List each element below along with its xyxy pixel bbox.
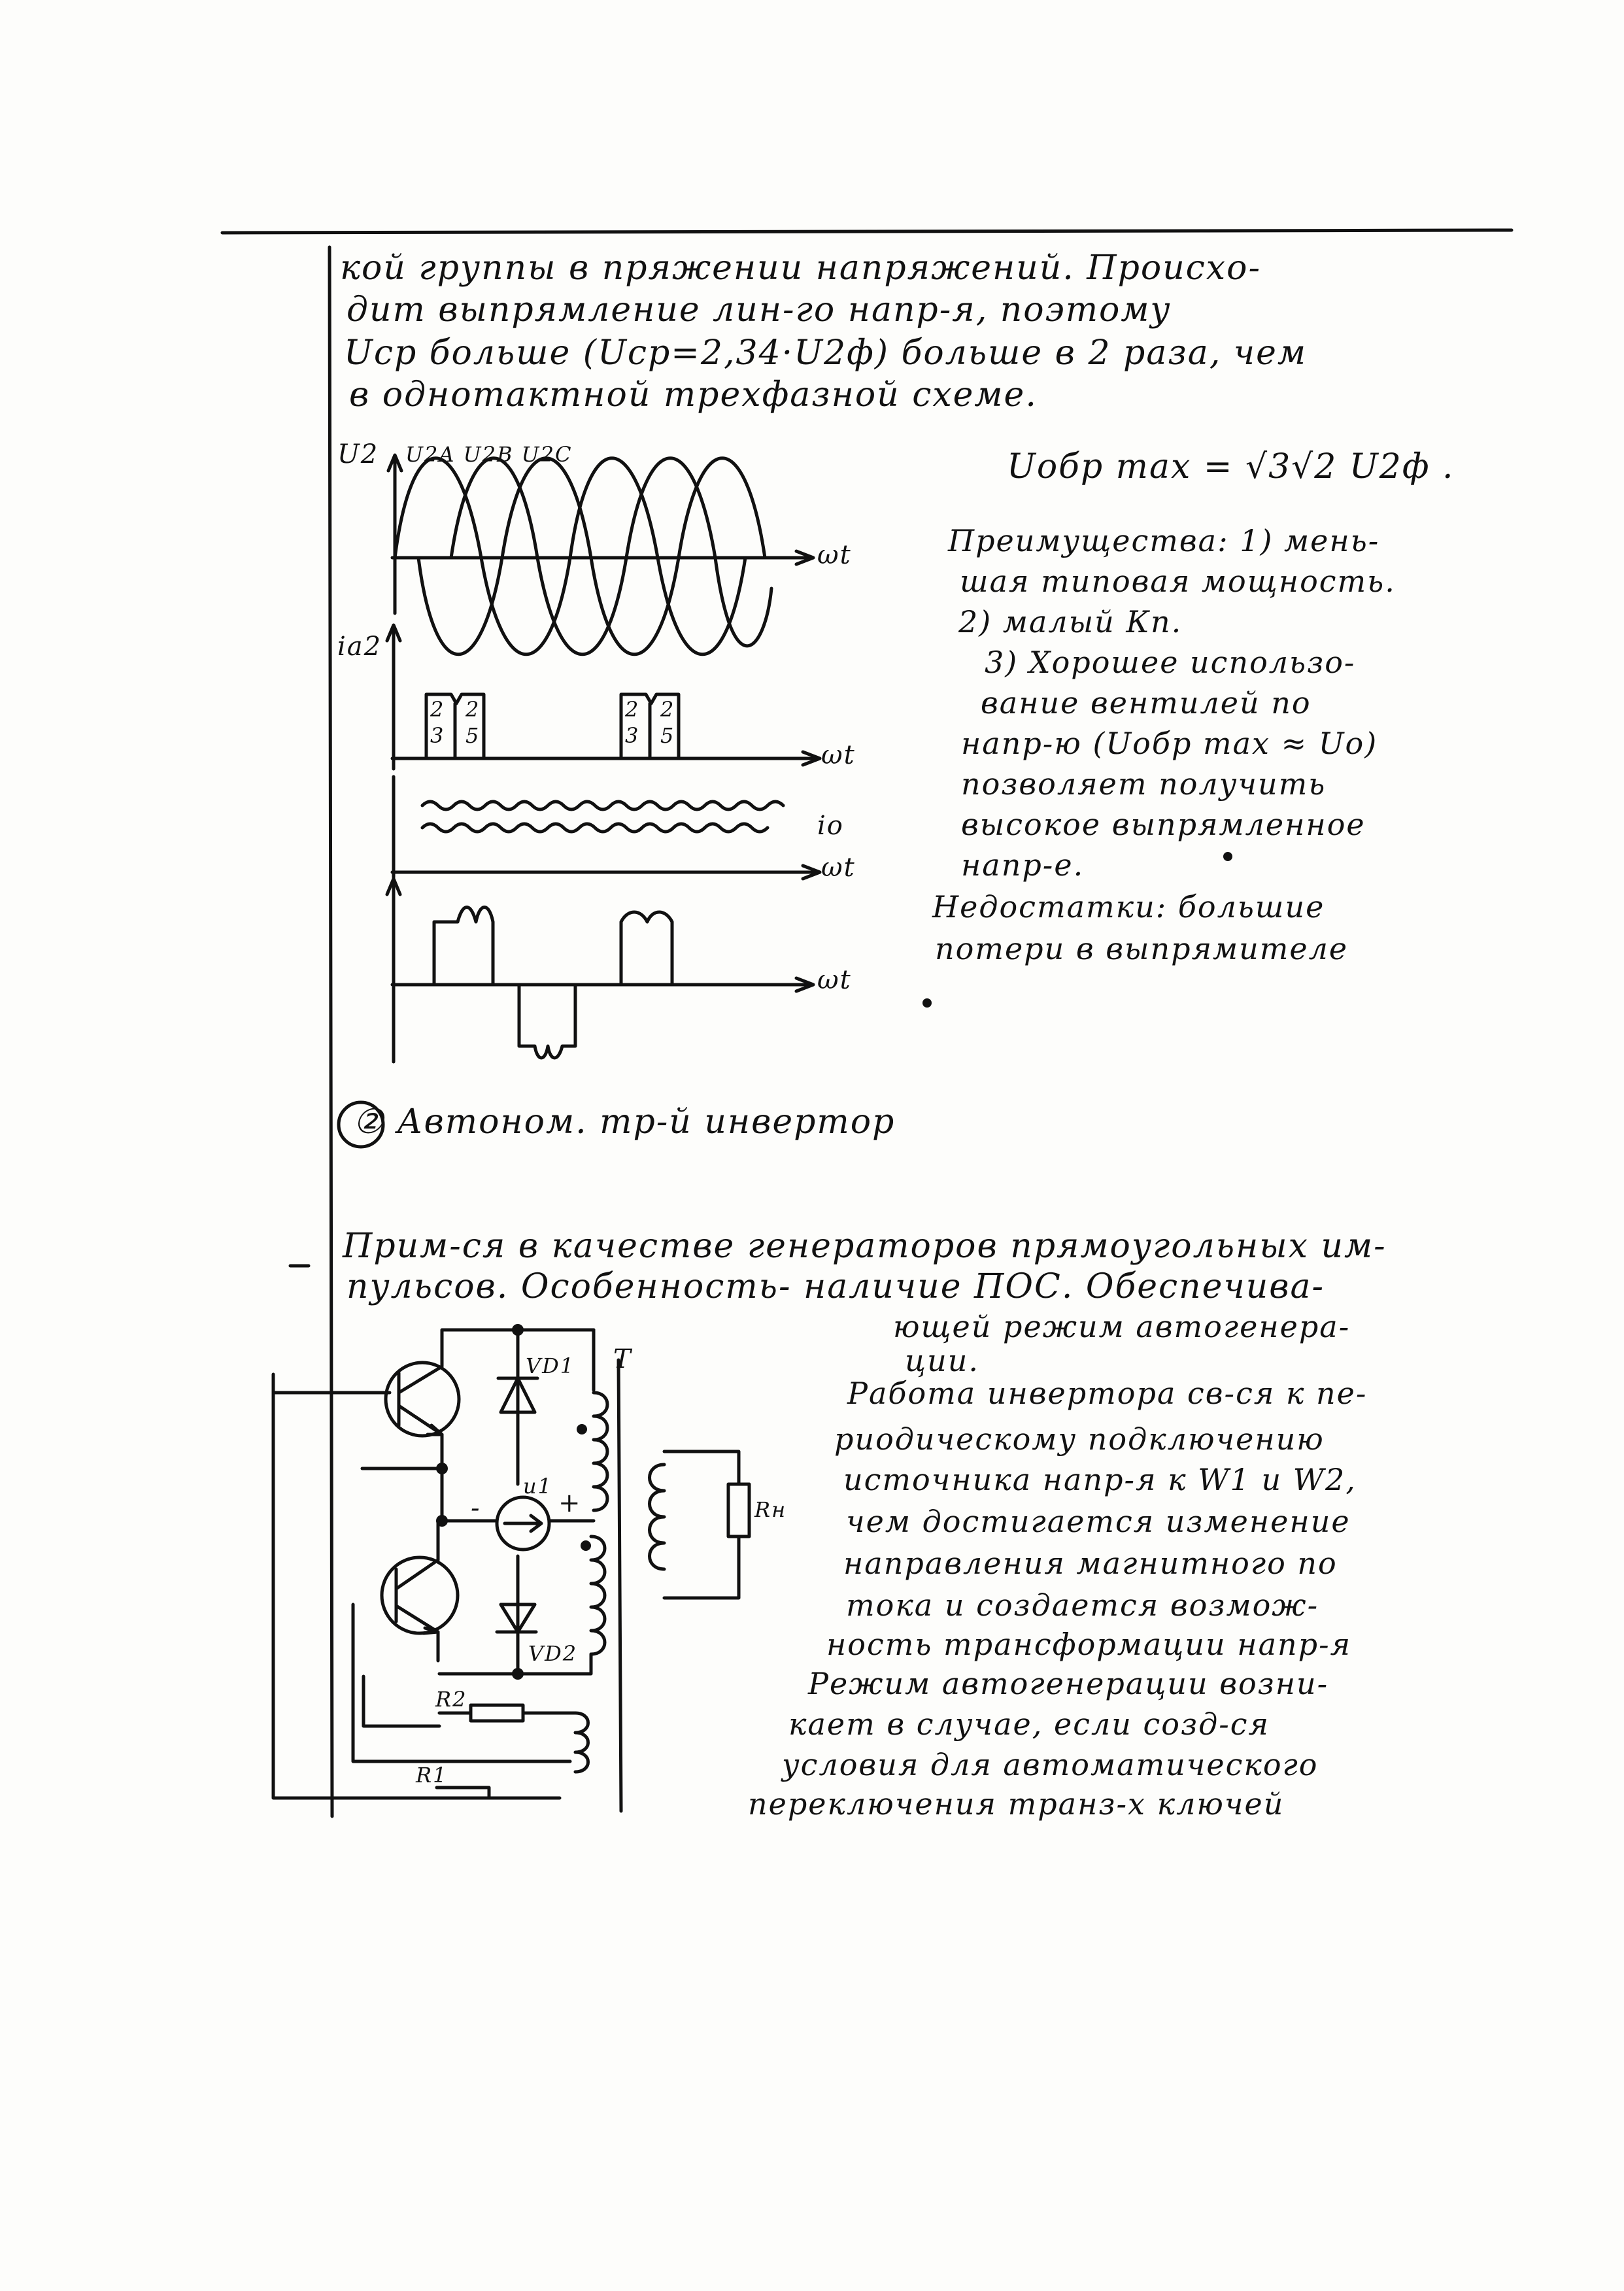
ia2-axis-label: ia2: [337, 632, 382, 662]
transistor-2-leads: [396, 1521, 438, 1661]
winding-dot-1: [577, 1424, 587, 1434]
inverter-line-5: направления магнитного по: [843, 1546, 1338, 1581]
top-text-line-2: дит выпрямление лин-го напр-я, поэтому: [347, 290, 1172, 330]
transformer-core: [618, 1360, 621, 1811]
stray-dot-1: [922, 998, 932, 1008]
circuit-lower-left-wire: [364, 1676, 439, 1726]
graph1-wt-label: ωt: [817, 540, 852, 570]
inverter-line-2: риодическому подключению: [834, 1421, 1325, 1457]
inverter-line-8: Режим автогенерации возни-: [808, 1666, 1329, 1701]
primary-winding-1: [594, 1393, 607, 1510]
r1-resistor: [437, 1788, 489, 1798]
graph3-ripple-top: [422, 802, 783, 809]
inverter-line-10: условия для автоматического: [782, 1747, 1319, 1782]
advantages-line-4: 3) Хорошее использо-: [985, 645, 1356, 680]
voltage-source-arrow: [505, 1516, 541, 1531]
u1-label: u1: [523, 1474, 552, 1499]
phase-labels: U2A U2B U2C: [405, 442, 573, 467]
graph4-negative-pulse: [519, 985, 575, 1058]
intro-line-4: ции.: [905, 1343, 979, 1378]
junction-dot-2: [436, 1463, 448, 1474]
circuit-left-feedback-wire: [353, 1604, 570, 1761]
vd2-label: VD2: [528, 1641, 578, 1666]
r1-label: R1: [416, 1763, 448, 1788]
disadvantages-line-2: потери в выпрямителе: [935, 931, 1349, 966]
advantages-line-3: 2) малый Кп.: [958, 604, 1183, 639]
graph4-pulse-1: [434, 908, 493, 985]
advantages-line-9: напр-е.: [961, 847, 1085, 883]
inverter-line-9: кает в случае, если созд-ся: [788, 1706, 1270, 1742]
r2-label: R2: [435, 1687, 467, 1712]
advantages-line-5: вание вентилей по: [981, 685, 1311, 721]
transformer-label: T: [613, 1344, 632, 1374]
u2-axis-label: U2: [337, 439, 379, 469]
top-text-line-1: кой группы в пряжении напряжений. Происхо-: [340, 248, 1262, 288]
winding-dot-2: [581, 1540, 591, 1551]
pulse1-digit-d: 5: [465, 723, 481, 748]
graph2-wt-label: ωt: [821, 740, 856, 770]
advantages-line-2: шая типовая мощность.: [960, 564, 1396, 599]
left-margin-line: [330, 247, 332, 1816]
junction-dot-3: [436, 1515, 448, 1527]
pulse1-digit-b: 2: [465, 697, 481, 722]
feedback-winding: [575, 1713, 588, 1772]
advantages-line-1: Преимущества: 1) мень-: [948, 523, 1380, 558]
junction-dot-4: [512, 1668, 524, 1680]
transistor-1: [386, 1363, 459, 1436]
intro-line-3: ющей режим автогенера-: [893, 1309, 1351, 1344]
secondary-winding: [650, 1465, 665, 1569]
top-border-line: [222, 230, 1512, 233]
intro-line-2: пульсов. Особенность- наличие ПОС. Обеспечива-: [347, 1267, 1325, 1306]
pulse2-digit-d: 5: [660, 723, 675, 748]
primary-winding-2: [591, 1536, 605, 1654]
graph3-wt-label: ωt: [821, 853, 856, 883]
formula: Uобр max = √3√2 U2ф .: [1007, 447, 1455, 486]
advantages-line-8: высокое выпрямленное: [961, 807, 1366, 842]
advantages-line-6: напр-ю (Uобр max ≈ Uо): [961, 726, 1378, 761]
advantages-line-7: позволяет получить: [961, 766, 1327, 802]
rn-label: Rн: [754, 1497, 787, 1522]
minus-label: -: [471, 1493, 481, 1523]
plus-label: +: [558, 1488, 582, 1518]
inverter-line-6: тока и создается возмож-: [846, 1587, 1319, 1623]
stray-dot-2: [1223, 852, 1232, 861]
pulse1-digit-a: 2: [430, 697, 445, 722]
inverter-line-11: переключения транз-х ключей: [748, 1786, 1285, 1822]
pulse1-digit-c: 3: [430, 723, 445, 748]
inverter-line-3: источника напр-я к W1 и W2,: [843, 1462, 1357, 1497]
intro-line-1: Прим-ся в качестве генераторов прямоугольных им-: [343, 1227, 1387, 1266]
inverter-line-1: Работа инвертора св-ся к пе-: [847, 1376, 1368, 1411]
graph4-pulse-2: [621, 912, 672, 985]
pulse2-digit-a: 2: [625, 697, 640, 722]
top-text-line-4: в однотактной трехфазной схеме.: [349, 375, 1038, 415]
rn-resistor: [728, 1484, 749, 1536]
inverter-line-4: чем достигается изменение: [846, 1504, 1351, 1539]
pulse2-digit-b: 2: [660, 697, 675, 722]
graph4-wt-label: ωt: [817, 965, 852, 995]
top-text-line-3: Uср больше (Uср=2,34·U2ф) больше в 2 раза, чем: [344, 333, 1307, 373]
io-label: io: [817, 811, 844, 841]
section-title: ② Автоном. тр-й инвертор: [353, 1102, 896, 1142]
graph3-ripple-bottom: [422, 824, 768, 832]
disadvantages-line-1: Недостатки: большие: [932, 889, 1325, 925]
vd1-label: VD1: [526, 1353, 575, 1378]
junction-dot-1: [512, 1324, 524, 1336]
pulse2-digit-c: 3: [625, 723, 640, 748]
inverter-line-7: ность трансформации напр-я: [826, 1627, 1352, 1662]
